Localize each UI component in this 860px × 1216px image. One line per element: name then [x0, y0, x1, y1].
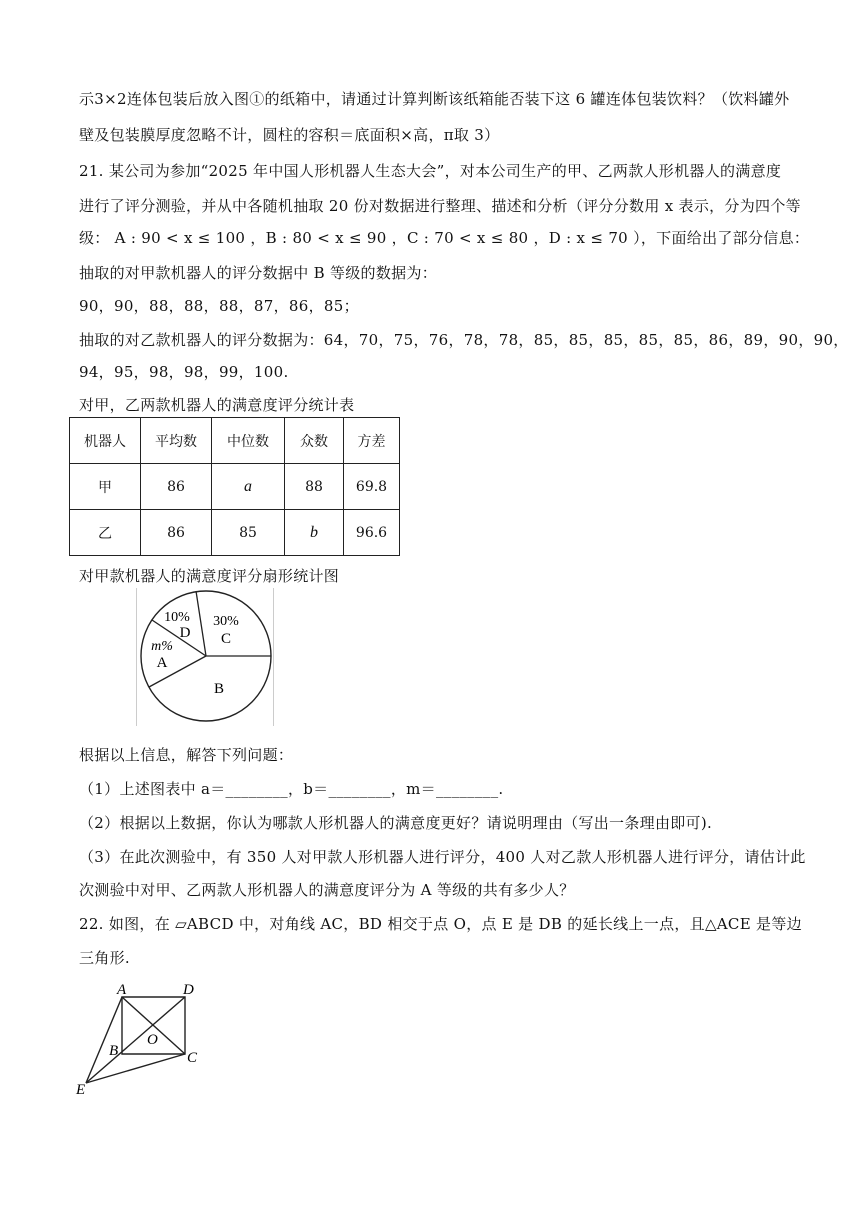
q22-line-1: 22. 如图，在 ▱ABCD 中，对角线 AC，BD 相交于点 O，点 E 是 DB 的延长线上一点，且△ACE 是等边: [79, 915, 802, 933]
table-header-row: [70, 418, 400, 464]
label-c: C: [187, 1050, 198, 1066]
part-1: （1）上述图表中 a＝________，b＝________，m＝________.: [79, 780, 504, 798]
table-cell: 甲: [70, 464, 141, 510]
pie-chart: [136, 588, 276, 726]
table-header-cell: 方差: [344, 418, 400, 464]
table-header-cell: 平均数: [141, 418, 212, 464]
table-cell: 96.6: [344, 510, 400, 556]
table-cell: 85: [212, 510, 285, 556]
intro-line-1: 示3×2连体包装后放入图①的纸箱中，请通过计算判断该纸箱能否装下这 6 罐连体包装饮料？（饮料罐外: [79, 90, 790, 108]
stats-table: [69, 417, 400, 556]
q21-line-2: 进行了评分测验，并从中各随机抽取 20 份对数据进行整理、描述和分析（评分分数用 x 表示，分为四个等: [79, 197, 801, 215]
label-a: A: [117, 982, 127, 998]
q21-line-5: 90，90，88，88，88，87，86，85；: [79, 297, 359, 315]
label-d: D: [183, 982, 194, 998]
table-header-cell: 机器人: [70, 418, 141, 464]
label-b: B: [109, 1043, 119, 1059]
q21-line-1: 21. 某公司为参加“2025 年中国人形机器人生态大会”，对本公司生产的甲、乙两款人形机器人的满意度: [79, 162, 782, 180]
q21-line-6: 抽取的对乙款机器人的评分数据为：64，70，75，76，78，78，85，85，85，85，85，86，89，90，90，: [79, 331, 849, 349]
part-2: （2）根据以上数据，你认为哪款人形机器人的满意度更好？请说明理由（写出一条理由即可).: [79, 814, 713, 832]
part-3-line-1: （3）在此次测验中，有 350 人对甲款人形机器人进行评分，400 人对乙款人形机器人进行评分，请估计此: [79, 848, 806, 866]
q21-line-3: 级： A : 90 < x ≤ 100 ，B : 80 < x ≤ 90 ，C : 70 < x ≤ 80 ，D : x ≤ 70 ），下面给出了部分信息：: [79, 229, 810, 247]
pie-label-d-pct: 10%: [164, 610, 190, 625]
table-cell: b: [285, 510, 344, 556]
prompt-line: 根据以上信息，解答下列问题：: [79, 746, 294, 764]
pie-label-c: C: [220, 631, 232, 647]
table-cell: 乙: [70, 510, 141, 556]
label-o: O: [147, 1032, 158, 1048]
pie-label-a: A: [156, 655, 168, 671]
pie-caption: 对甲款机器人的满意度评分扇形统计图: [79, 567, 340, 585]
pie-label-b: B: [213, 681, 225, 697]
table-row: [70, 510, 400, 556]
side-ce: [86, 1054, 185, 1083]
table-cell: a: [212, 464, 285, 510]
q21-line-7: 94，95，98，98，99，100.: [79, 363, 289, 381]
table-header-cell: 中位数: [212, 418, 285, 464]
q21-line-4: 抽取的对甲款机器人的评分数据中 B 等级的数据为：: [79, 264, 438, 282]
pie-label-c-pct: 30%: [213, 614, 239, 629]
table-row: [70, 464, 400, 510]
side-ae: [86, 997, 122, 1083]
part-3-line-2: 次测验中对甲、乙两款人形机器人的满意度评分为 A 等级的共有多少人？: [79, 881, 575, 899]
table-header-cell: 众数: [285, 418, 344, 464]
table-cell: 69.8: [344, 464, 400, 510]
table-cell: 88: [285, 464, 344, 510]
table-caption: 对甲，乙两款机器人的满意度评分统计表: [79, 396, 355, 414]
parallelogram-figure: [70, 980, 210, 1100]
pie-label-d: D: [179, 625, 191, 641]
table-cell: 86: [141, 510, 212, 556]
intro-line-2: 壁及包装膜厚度忽略不计，圆柱的容积＝底面积×高，π取 3）: [79, 126, 500, 144]
table-cell: 86: [141, 464, 212, 510]
q22-line-2: 三角形.: [79, 949, 130, 967]
label-e: E: [76, 1082, 86, 1098]
pie-label-a-pct: m%: [151, 639, 173, 654]
